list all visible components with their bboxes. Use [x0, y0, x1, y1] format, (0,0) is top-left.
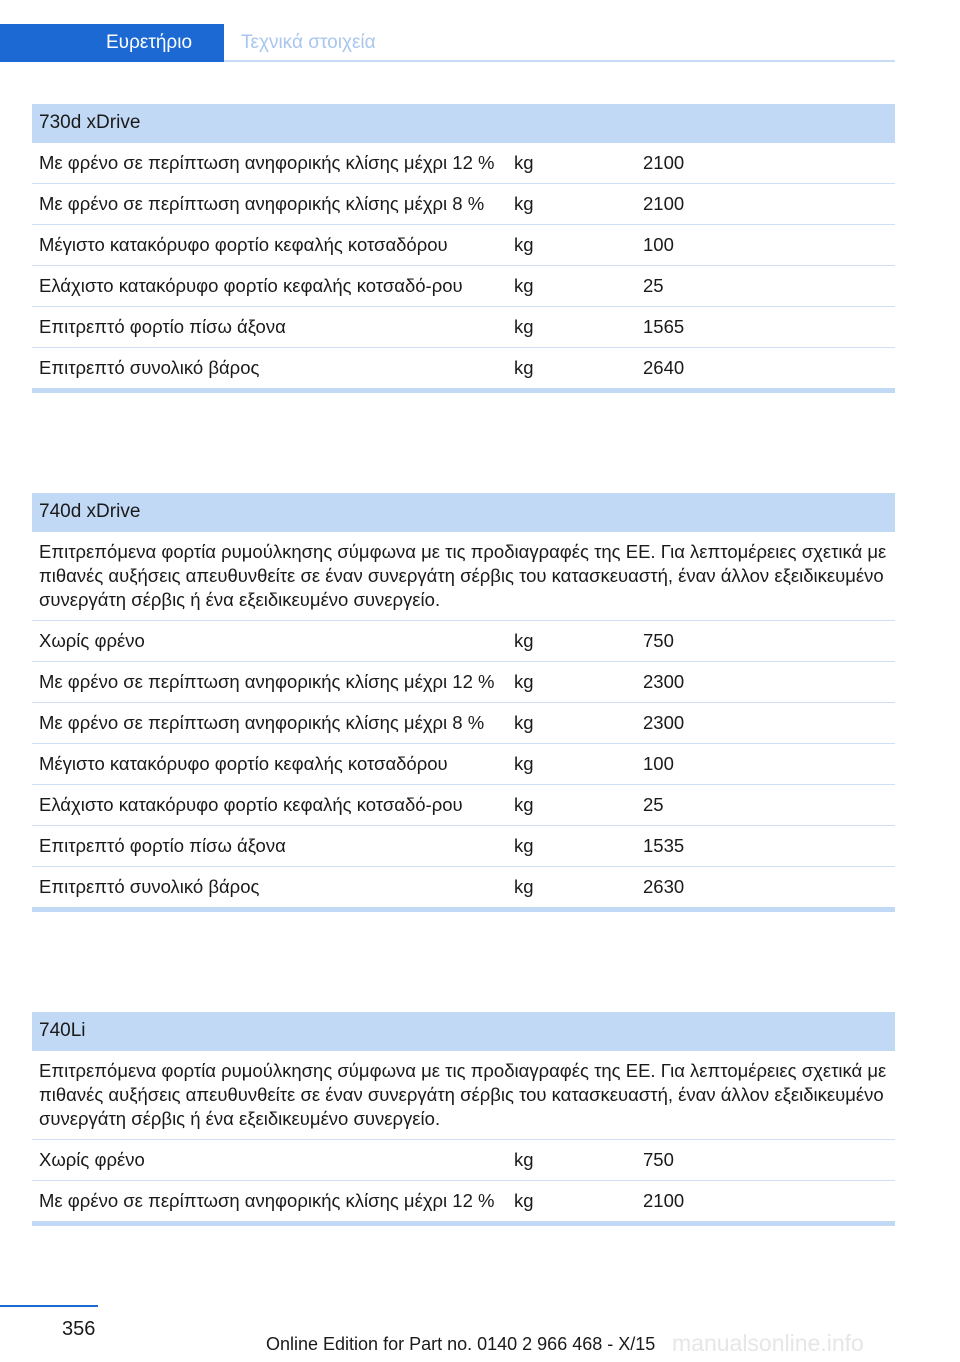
- table-row: [32, 744, 895, 785]
- row-unit: kg: [514, 234, 534, 255]
- row-value: 750: [643, 1149, 674, 1170]
- row-label: Μέγιστο κατακόρυφο φορτίο κεφαλής κοτσαδόρου: [39, 234, 448, 255]
- row-unit: kg: [514, 753, 534, 774]
- table-note: [32, 532, 895, 621]
- row-value: 2100: [643, 193, 685, 214]
- table-row: [32, 621, 895, 662]
- row-value: 2100: [643, 1190, 685, 1211]
- row-label: Χωρίς φρένο: [39, 1149, 145, 1170]
- row-unit: kg: [514, 316, 534, 337]
- row-label: Επιτρεπτό συνολικό βάρος: [39, 357, 260, 378]
- row-label: Με φρένο σε περίπτωση ανηφορικής κλίσης μέχρι 8 %: [39, 193, 485, 214]
- row-value: 25: [643, 794, 664, 815]
- row-unit: kg: [514, 671, 534, 692]
- table-row: [32, 143, 895, 184]
- table-row: [32, 184, 895, 225]
- page-number-rule: [0, 1305, 98, 1307]
- row-unit: kg: [514, 152, 534, 173]
- row-unit: kg: [514, 630, 534, 651]
- note-text: Επιτρεπόμενα φορτία ρυμούλκησης σύμφωνα με τις προδιαγραφές της ΕΕ. Για λεπτομέρειες σχετικά με πιθανές αυξήσεις απευθυνθείτε σε έναν συνεργάτη σέρβις του κατασκευαστή, έναν άλλον εξειδικευμένο συνεργάτη σέρβις ή ένα εξειδικευμένο συνεργείο.: [39, 541, 887, 610]
- row-label: Μέγιστο κατακόρυφο φορτίο κεφαλής κοτσαδόρου: [39, 753, 448, 774]
- row-unit: kg: [514, 193, 534, 214]
- table-end-bar: [32, 388, 895, 393]
- table-row: [32, 348, 895, 388]
- row-unit: kg: [514, 712, 534, 733]
- table-title: 740d xDrive: [32, 493, 895, 532]
- table-row: [32, 826, 895, 867]
- note-text: Επιτρεπόμενα φορτία ρυμούλκησης σύμφωνα με τις προδιαγραφές της ΕΕ. Για λεπτομέρειες σχετικά με πιθανές αυξήσεις απευθυνθείτε σε έναν συνεργάτη σέρβις του κατασκευαστή, έναν άλλον εξειδικευμένο συνεργάτη σέρβις ή ένα εξειδικευμένο συνεργείο.: [39, 1060, 887, 1129]
- row-value: 2100: [643, 152, 685, 173]
- table-row: [32, 1140, 895, 1181]
- table-title: 740Li: [32, 1012, 895, 1051]
- header-divider: [224, 60, 895, 62]
- row-unit: kg: [514, 357, 534, 378]
- row-label: Με φρένο σε περίπτωση ανηφορικής κλίσης μέχρι 12 %: [39, 152, 495, 173]
- row-unit: kg: [514, 835, 534, 856]
- tab-index[interactable]: Ευρετήριο: [0, 24, 224, 62]
- row-value: 1535: [643, 835, 685, 856]
- table-end-bar: [32, 1221, 895, 1226]
- row-label: Ελάχιστο κατακόρυφο φορτίο κεφαλής κοτσαδό‐ρου: [39, 794, 463, 815]
- table-row: [32, 703, 895, 744]
- row-unit: kg: [514, 794, 534, 815]
- table-row: [32, 662, 895, 703]
- row-value: 100: [643, 234, 674, 255]
- table-row: [32, 1181, 895, 1221]
- table-title: 730d xDrive: [32, 104, 895, 143]
- row-label: Επιτρεπτό συνολικό βάρος: [39, 876, 260, 897]
- table-end-bar: [32, 907, 895, 912]
- row-unit: kg: [514, 275, 534, 296]
- table-row: [32, 225, 895, 266]
- spec-table-740li: [32, 1012, 895, 1226]
- watermark: manualsonline.info: [672, 1330, 864, 1356]
- row-label: Ελάχιστο κατακόρυφο φορτίο κεφαλής κοτσαδό‐ρου: [39, 275, 463, 296]
- row-label: Με φρένο σε περίπτωση ανηφορικής κλίσης μέχρι 12 %: [39, 671, 495, 692]
- row-value: 2630: [643, 876, 685, 897]
- table-row: [32, 266, 895, 307]
- table-row: [32, 785, 895, 826]
- row-value: 2300: [643, 712, 685, 733]
- row-value: 2300: [643, 671, 685, 692]
- tab-technical-data[interactable]: Τεχνικά στοιχεία: [241, 32, 376, 53]
- row-unit: kg: [514, 876, 534, 897]
- row-label: Με φρένο σε περίπτωση ανηφορικής κλίσης μέχρι 8 %: [39, 712, 485, 733]
- header-tabs: [0, 24, 895, 62]
- table-row: [32, 307, 895, 348]
- row-label: Επιτρεπτό φορτίο πίσω άξονα: [39, 316, 286, 337]
- row-value: 25: [643, 275, 664, 296]
- spec-table-730d: [32, 104, 895, 393]
- table-row: [32, 867, 895, 907]
- spec-table-740d: [32, 493, 895, 912]
- row-label: Χωρίς φρένο: [39, 630, 145, 651]
- row-value: 750: [643, 630, 674, 651]
- row-unit: kg: [514, 1190, 534, 1211]
- edition-text: Online Edition for Part no. 0140 2 966 468 - X/15: [266, 1334, 656, 1354]
- row-label: Επιτρεπτό φορτίο πίσω άξονα: [39, 835, 286, 856]
- row-value: 2640: [643, 357, 685, 378]
- row-label: Με φρένο σε περίπτωση ανηφορικής κλίσης μέχρι 12 %: [39, 1190, 495, 1211]
- row-unit: kg: [514, 1149, 534, 1170]
- row-value: 1565: [643, 316, 685, 337]
- page-number: 356: [62, 1318, 96, 1340]
- row-value: 100: [643, 753, 674, 774]
- table-note: [32, 1051, 895, 1140]
